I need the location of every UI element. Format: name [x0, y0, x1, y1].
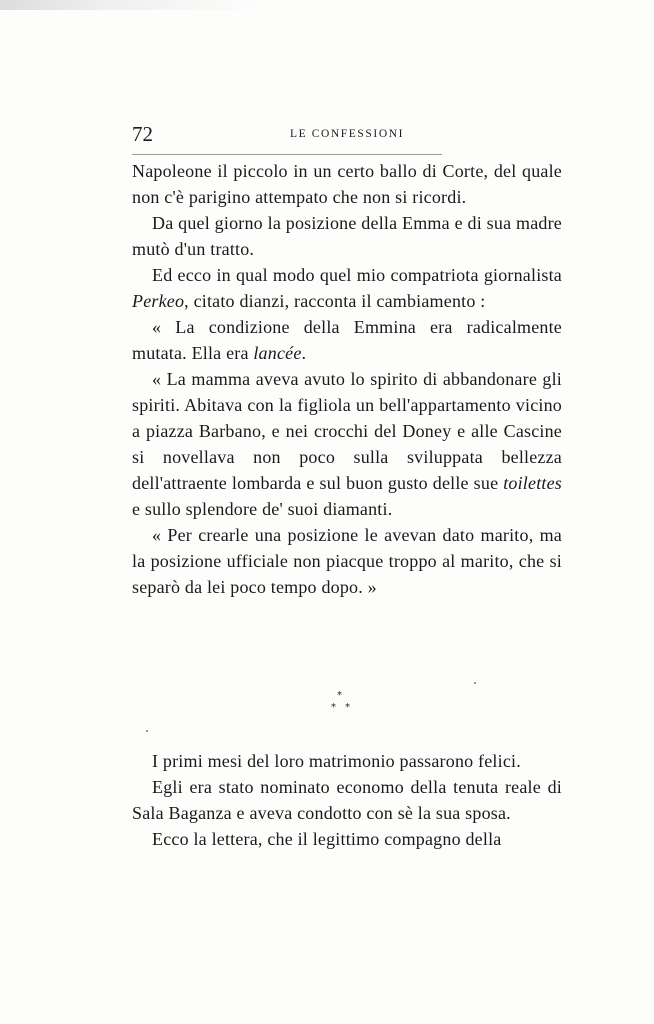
paragraph-5: « La mamma aveva avuto lo spirito di abbandonare gli spiriti. Abitava con la figliola un bell'appartamento vicino a piazza Barbano, e nei crocchi del Doney e alle Cascine si novellava non poco sulla sviluppata bellezza dell'attraente lombarda e sul buon gusto delle sue toilettes e sullo splendore de' suoi diamanti.	[132, 369, 562, 519]
second-section-text	[132, 748, 562, 852]
separator-star-right: *	[345, 702, 350, 713]
paragraph-4: « La condizione della Emmina era radicalmente mutata. Ella era lancée.	[132, 317, 562, 363]
separator-star-left: *	[331, 702, 336, 713]
paragraph-3: Ed ecco in qual modo quel mio compatriota giornalista Perkeo, citato dianzi, racconta il cambiamento :	[132, 265, 562, 311]
section2-paragraph-2: Egli era stato nominato economo della tenuta reale di Sala Baganza e aveva condotto con sè la sua sposa.	[132, 777, 562, 823]
separator-star-top: *	[337, 690, 342, 701]
scan-speck	[474, 682, 476, 684]
page-header	[132, 118, 560, 148]
scan-speck	[146, 730, 148, 732]
page-number: 72	[132, 122, 153, 146]
paragraph-1: Napoleone il piccolo in un certo ballo di Corte, del quale non c'è parigino attempato che non si ricordi.	[132, 161, 562, 207]
main-text	[132, 158, 562, 600]
section2-paragraph-1: I primi mesi del loro matrimonio passarono felici.	[152, 751, 521, 771]
running-title: LE CONFESSIONI	[290, 128, 405, 140]
paragraph-2: Da quel giorno la posizione della Emma e di sua madre mutò d'un tratto.	[132, 213, 562, 259]
section2-paragraph-3: Ecco la lettera, che il legittimo compagno della	[152, 829, 502, 849]
header-rule	[132, 154, 442, 155]
section-separator	[318, 690, 362, 720]
paragraph-6: « Per crearle una posizione le avevan dato marito, ma la posizione ufficiale non piacque troppo al marito, che si separò da lei poco tempo dopo. »	[132, 525, 562, 597]
scan-edge-smudge	[0, 0, 260, 10]
